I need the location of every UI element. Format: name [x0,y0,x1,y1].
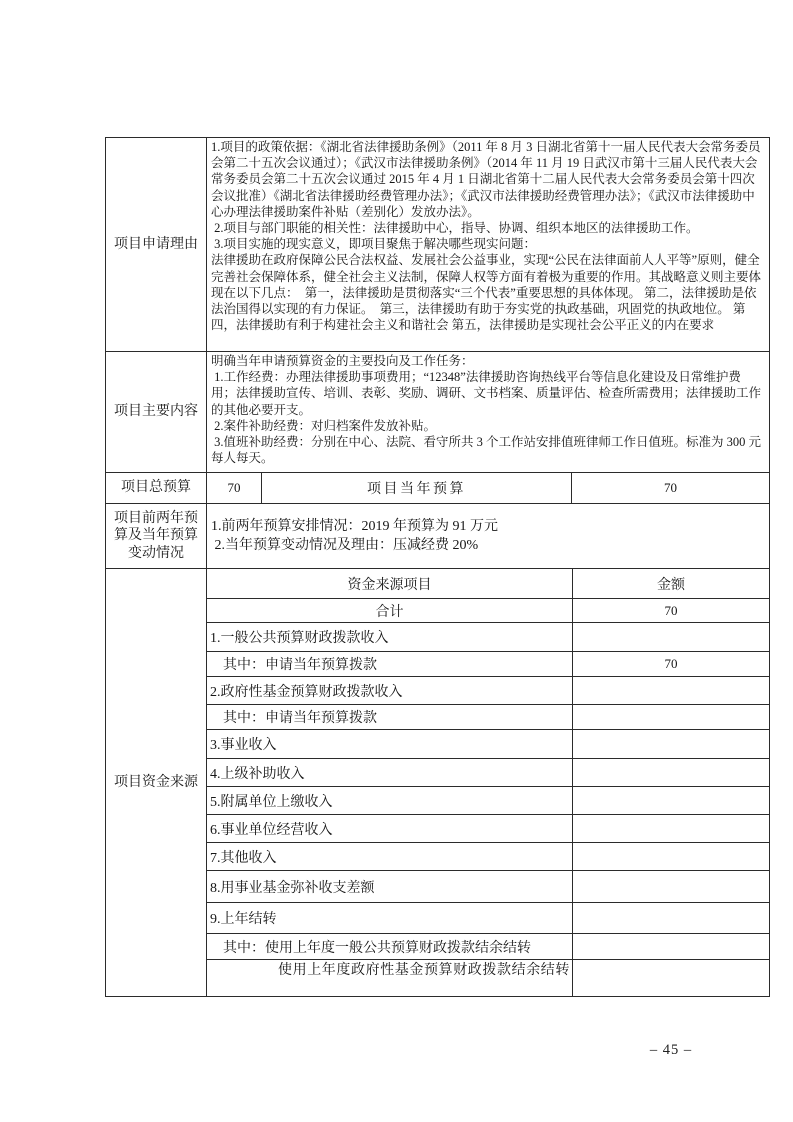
budget-table [105,137,770,997]
funding-item-cell: 使用上年度政府性基金预算财政拨款结余结转 [207,960,573,996]
funding-amount-cell [573,705,769,729]
funding-row [207,729,769,758]
reason-paragraph: 法律援助在政府保障公民合法权益、发展社会公益事业，实现“公民在法律面前人人平等”原则，健全完善社会保障体系，健全社会主义法制，保障人权等方面有着极为重要的作用。其战略意义则主要体现在以下几点： 第一，法律援助是贯彻落实“三个代表”重要思想的具体体现。 第二，法律援助是依法治国得以实现的有力保证。 第三，法律援助有助于夯实党的执政基础，巩固党的执政地位。 第四，法律援助有利于构建社会主义和谐社会 第五，法律援助是实现社会公平正义的内在要求 [211,253,762,333]
funding-row [207,933,769,959]
funding-amount-cell [573,677,769,704]
funding-item-cell: 合计 [207,599,573,622]
funding-amount-cell [573,871,769,902]
funding-amount-cell [573,623,769,651]
total-budget-value: 70 [207,473,262,503]
main-content-content [207,352,769,472]
funding-header-row [207,569,769,598]
funding-item-cell: 5.附属单位上缴收入 [207,787,573,814]
funding-header-amount: 金额 [657,577,685,593]
funding-row [207,842,769,870]
funding-row [207,676,769,704]
funding-row [207,902,769,933]
reason-paragraph: 3.项目实施的现实意义，即项目聚焦于解决哪些现实问题： [211,237,537,252]
funding-row [207,814,769,842]
funding-amount-cell [573,815,769,842]
funding-row [207,651,769,676]
funding-item-cell: 7.其他收入 [207,843,573,870]
current-year-budget-label: 项目当年预算 [262,473,572,503]
funding-item-cell: 2.政府性基金预算财政拨款收入 [207,677,573,704]
current-year-budget-value: 70 [664,480,677,495]
funding-amount-cell [573,903,769,933]
row-main-content [106,351,769,472]
row-total-budget [106,472,769,503]
content-paragraph: 明确当年申请预算资金的主要投向及工作任务： [211,354,474,368]
funding-row [207,870,769,902]
funding-table [207,569,769,996]
funding-row-total [207,598,769,622]
page-number: – 45 – [649,1042,693,1058]
row-funding-source [106,568,769,996]
previous-budget-content [207,504,769,568]
application-reason-content [207,138,769,351]
main-content-label: 项目主要内容 [106,352,207,472]
funding-item-cell: 其中：申请当年预算拨款 [207,652,573,676]
funding-item-cell: 4.上级补助收入 [207,759,573,786]
funding-row [207,622,769,651]
previous-budget-line: 2.当年预算变动情况及理由：压减经费 20% [211,538,479,553]
funding-amount-cell [573,787,769,814]
funding-amount-cell [573,730,769,758]
funding-amount-cell [573,759,769,786]
content-paragraph: 3.值班补助经费：分别在中心、法院、看守所共 3 个工作站安排值班律师工作日值班。标准为 300 元每人每天。 [211,435,762,466]
total-budget-label: 项目总预算 [106,473,207,503]
funding-amount-cell [573,843,769,870]
funding-row [207,704,769,729]
previous-budget-label: 项目前两年预算及当年预算变动情况 [106,504,207,568]
previous-budget-line: 1.前两年预算安排情况：2019 年预算为 91 万元 [211,519,498,534]
funding-item-cell: 9.上年结转 [207,903,573,933]
funding-row [207,786,769,814]
funding-item-cell: 8.用事业基金弥补收支差额 [207,871,573,902]
funding-amount-cell: 70 [664,602,678,618]
funding-row [207,959,769,996]
funding-item-cell: 3.事业收入 [207,730,573,758]
funding-amount-cell: 70 [664,656,678,671]
application-reason-label: 项目申请理由 [106,138,207,351]
funding-item-cell: 其中：申请当年预算拨款 [207,705,573,729]
funding-amount-cell [573,934,769,959]
funding-amount-cell [573,960,769,996]
funding-item-cell: 1.一般公共预算财政拨款收入 [207,623,573,651]
funding-item-cell: 其中：使用上年度一般公共预算财政拨款结余结转 [207,934,573,959]
row-previous-budget [106,503,769,568]
content-paragraph: 1.工作经费：办理法律援助事项费用；“12348”法律援助咨询热线平台等信息化建设及日常维护费用；法律援助宣传、培训、表彰、奖励、调研、文书档案、质量评估、检查所需费用；法律援助工作的其他必要开支。 [211,370,762,417]
reason-paragraph: 1.项目的政策依据：《湖北省法律援助条例》（2011 年 8 月 3 日湖北省第十一届人民代表大会常务委员会第二十五次会议通过）；《武汉市法律援助条例》（2014 年 11 月 19 日武汉市第十三届人民代表大会常务委员会第二十五次会议通过 2015 年 4 月 1 日湖北省第十二届人民代表大会常务委员会第十四次会议批准）《湖北省法律援助经费管理办法》；《武汉市法律援助经费管理办法》；《武汉市法律援助中心办理法律援助案件补贴（差别化）发放办法》。 [211,140,761,219]
funding-item-cell: 6.事业单位经营收入 [207,815,573,842]
funding-source-label: 项目资金来源 [106,569,207,996]
funding-header-item: 资金来源项目 [207,569,573,598]
funding-row [207,758,769,786]
content-paragraph: 2.案件补助经费：对归档案件发放补贴。 [211,418,437,433]
reason-paragraph: 2.项目与部门职能的相关性：法律援助中心，指导、协调、组织本地区的法律援助工作。 [211,221,699,236]
row-application-reason [106,138,769,351]
